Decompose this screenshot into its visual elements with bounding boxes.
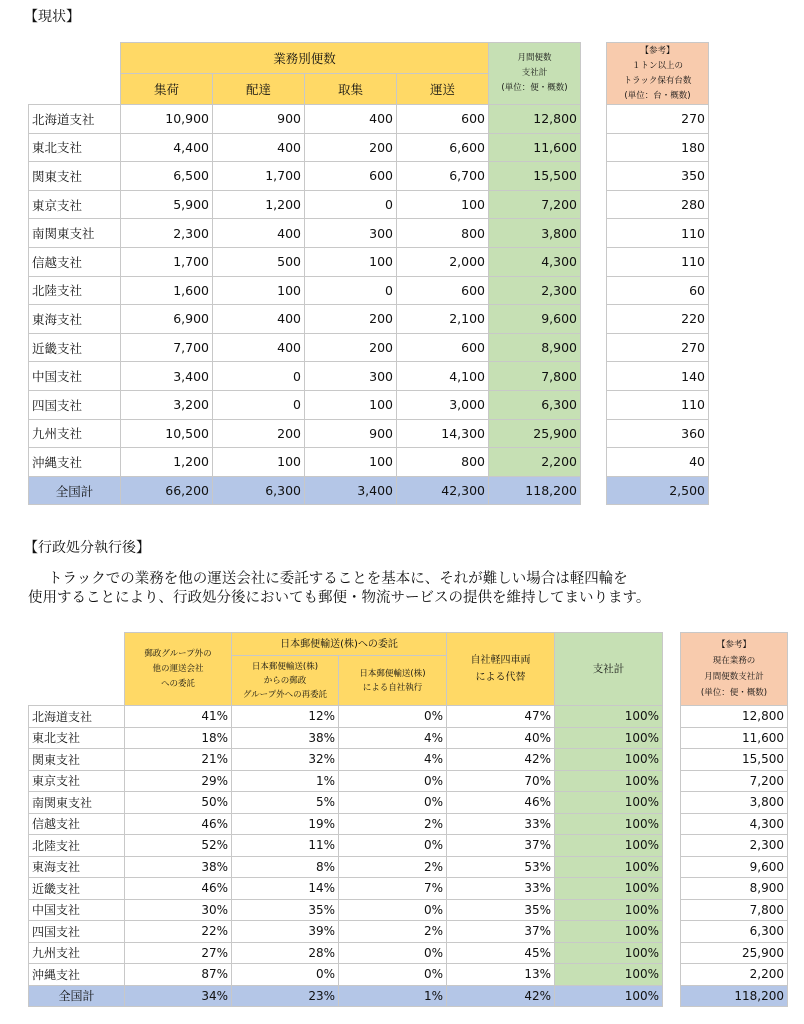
corner-blank bbox=[29, 43, 121, 105]
value-cell: 0 bbox=[213, 390, 305, 419]
branch-total-percent: 100% bbox=[555, 878, 663, 900]
percent-cell: 37% bbox=[447, 921, 555, 943]
description-line-2: 使用することにより、行政処分後においても郵便・物流サービスの提供を維持してまいります。 bbox=[28, 590, 651, 606]
col-header-branch-total: 支社計 bbox=[555, 633, 663, 706]
table-row bbox=[29, 727, 663, 749]
branch-name-cell: 東海支社 bbox=[29, 305, 121, 334]
branch-name-cell: 沖縄支社 bbox=[29, 448, 121, 477]
table-row bbox=[29, 813, 663, 835]
reference-truck-table bbox=[606, 42, 709, 505]
table-row bbox=[607, 390, 709, 419]
value-cell: 600 bbox=[305, 162, 397, 191]
value-cell: 5,900 bbox=[121, 190, 213, 219]
branch-name-cell: 四国支社 bbox=[29, 921, 125, 943]
table-row bbox=[29, 964, 663, 986]
value-cell: 10,900 bbox=[121, 105, 213, 134]
branch-total-percent: 100% bbox=[555, 706, 663, 728]
value-cell: 6,500 bbox=[121, 162, 213, 191]
percent-cell: 2% bbox=[339, 813, 447, 835]
table-row bbox=[29, 247, 581, 276]
monthly-total-cell: 2,200 bbox=[489, 448, 581, 477]
table-row bbox=[29, 792, 663, 814]
national-total-percent: 42% bbox=[447, 985, 555, 1007]
value-cell: 3,400 bbox=[121, 362, 213, 391]
monthly-total-cell: 6,300 bbox=[489, 390, 581, 419]
percent-cell: 50% bbox=[125, 792, 232, 814]
table-row bbox=[681, 706, 788, 728]
monthly-count-cell: 11,600 bbox=[681, 727, 788, 749]
table-row bbox=[29, 942, 663, 964]
description-line-1: トラックでの業務を他の運送会社に委託することを基本に、それが難しい場合は軽四輪を bbox=[48, 571, 628, 587]
value-cell: 800 bbox=[397, 219, 489, 248]
truck-total-cell: 2,500 bbox=[607, 476, 709, 505]
branch-name-cell: 東北支社 bbox=[29, 133, 121, 162]
branch-name-cell: 東北支社 bbox=[29, 727, 125, 749]
truck-count-cell: 180 bbox=[607, 133, 709, 162]
monthly-count-cell: 7,800 bbox=[681, 899, 788, 921]
value-cell: 900 bbox=[305, 419, 397, 448]
table-row bbox=[29, 276, 581, 305]
monthly-count-cell: 4,300 bbox=[681, 813, 788, 835]
branch-name-cell: 北陸支社 bbox=[29, 276, 121, 305]
table-row bbox=[29, 419, 581, 448]
branch-name-cell: 信越支社 bbox=[29, 247, 121, 276]
monthly-count-cell: 12,800 bbox=[681, 706, 788, 728]
table-row bbox=[29, 899, 663, 921]
value-cell: 6,600 bbox=[397, 133, 489, 162]
percent-cell: 38% bbox=[232, 727, 339, 749]
table-row bbox=[29, 190, 581, 219]
value-cell: 100 bbox=[305, 390, 397, 419]
table-row bbox=[29, 219, 581, 248]
table-row bbox=[29, 706, 663, 728]
truck-count-cell: 270 bbox=[607, 333, 709, 362]
percent-cell: 4% bbox=[339, 727, 447, 749]
value-cell: 4,400 bbox=[121, 133, 213, 162]
percent-cell: 0% bbox=[339, 942, 447, 964]
table-row bbox=[607, 448, 709, 477]
table-row bbox=[607, 247, 709, 276]
value-cell: 2,000 bbox=[397, 247, 489, 276]
national-total-value: 6,300 bbox=[213, 476, 305, 505]
value-cell: 100 bbox=[305, 247, 397, 276]
corner-blank-2 bbox=[29, 633, 125, 706]
value-cell: 600 bbox=[397, 276, 489, 305]
branch-total-percent: 100% bbox=[555, 856, 663, 878]
branch-name-cell: 南関東支社 bbox=[29, 219, 121, 248]
percent-cell: 18% bbox=[125, 727, 232, 749]
table-row bbox=[681, 878, 788, 900]
branch-total-percent: 100% bbox=[555, 770, 663, 792]
reference-truck-body bbox=[607, 105, 709, 505]
percent-cell: 13% bbox=[447, 964, 555, 986]
branch-name-cell: 近畿支社 bbox=[29, 333, 121, 362]
table-row bbox=[29, 856, 663, 878]
percent-cell: 11% bbox=[232, 835, 339, 857]
section-after-heading: 【行政処分執行後】 bbox=[24, 540, 150, 556]
table-row bbox=[607, 305, 709, 334]
monthly-count-cell: 2,300 bbox=[681, 835, 788, 857]
value-cell: 200 bbox=[213, 419, 305, 448]
monthly-count-cell: 8,900 bbox=[681, 878, 788, 900]
national-total-sum: 100% bbox=[555, 985, 663, 1007]
value-cell: 400 bbox=[213, 133, 305, 162]
percent-cell: 46% bbox=[447, 792, 555, 814]
reference-monthly-table bbox=[680, 632, 788, 1007]
reference-monthly-body bbox=[681, 706, 788, 1007]
percent-cell: 35% bbox=[447, 899, 555, 921]
value-cell: 14,300 bbox=[397, 419, 489, 448]
table-row bbox=[29, 749, 663, 771]
col-header-outside-carrier: 郵政グループ外の 他の運送会社 への委託 bbox=[125, 633, 232, 706]
value-cell: 2,300 bbox=[121, 219, 213, 248]
monthly-total-cell: 8,900 bbox=[489, 333, 581, 362]
value-cell: 1,700 bbox=[213, 162, 305, 191]
national-total-label: 全国計 bbox=[29, 985, 125, 1007]
table-row bbox=[607, 333, 709, 362]
value-cell: 600 bbox=[397, 105, 489, 134]
branch-name-cell: 信越支社 bbox=[29, 813, 125, 835]
truck-count-cell: 110 bbox=[607, 247, 709, 276]
table-row bbox=[29, 390, 581, 419]
percent-cell: 39% bbox=[232, 921, 339, 943]
branch-total-percent: 100% bbox=[555, 835, 663, 857]
percent-cell: 0% bbox=[339, 706, 447, 728]
value-cell: 6,700 bbox=[397, 162, 489, 191]
table-row bbox=[29, 921, 663, 943]
truck-count-cell: 350 bbox=[607, 162, 709, 191]
percent-cell: 30% bbox=[125, 899, 232, 921]
percent-cell: 53% bbox=[447, 856, 555, 878]
table-row bbox=[681, 942, 788, 964]
percent-cell: 0% bbox=[339, 899, 447, 921]
truck-total-row bbox=[607, 476, 709, 505]
after-table-body bbox=[29, 706, 663, 1007]
table-row bbox=[29, 362, 581, 391]
percent-cell: 27% bbox=[125, 942, 232, 964]
monthly-total-cell: 7,200 bbox=[489, 190, 581, 219]
value-cell: 400 bbox=[213, 219, 305, 248]
value-cell: 100 bbox=[305, 448, 397, 477]
national-total-value: 66,200 bbox=[121, 476, 213, 505]
value-cell: 200 bbox=[305, 333, 397, 362]
monthly-total-cell: 11,600 bbox=[489, 133, 581, 162]
national-total-value: 3,400 bbox=[305, 476, 397, 505]
value-cell: 100 bbox=[213, 448, 305, 477]
percent-cell: 2% bbox=[339, 921, 447, 943]
branch-name-cell: 中国支社 bbox=[29, 362, 121, 391]
percent-cell: 8% bbox=[232, 856, 339, 878]
value-cell: 4,100 bbox=[397, 362, 489, 391]
table-row bbox=[29, 133, 581, 162]
percent-cell: 21% bbox=[125, 749, 232, 771]
truck-count-cell: 220 bbox=[607, 305, 709, 334]
percent-cell: 0% bbox=[339, 792, 447, 814]
percent-cell: 0% bbox=[232, 964, 339, 986]
percent-cell: 0% bbox=[339, 835, 447, 857]
branch-name-cell: 東海支社 bbox=[29, 856, 125, 878]
value-cell: 1,200 bbox=[213, 190, 305, 219]
value-cell: 100 bbox=[397, 190, 489, 219]
table-row bbox=[607, 362, 709, 391]
monthly-total-cell: 2,300 bbox=[489, 276, 581, 305]
percent-cell: 19% bbox=[232, 813, 339, 835]
table-row bbox=[607, 105, 709, 134]
truck-count-cell: 360 bbox=[607, 419, 709, 448]
percent-cell: 14% bbox=[232, 878, 339, 900]
percent-cell: 28% bbox=[232, 942, 339, 964]
branch-name-cell: 東京支社 bbox=[29, 190, 121, 219]
branch-name-cell: 近畿支社 bbox=[29, 878, 125, 900]
national-total-row bbox=[29, 985, 663, 1007]
monthly-total-cell: 12,800 bbox=[489, 105, 581, 134]
branch-name-cell: 四国支社 bbox=[29, 390, 121, 419]
monthly-total-cell: 4,300 bbox=[489, 247, 581, 276]
table-row bbox=[681, 813, 788, 835]
national-total-percent: 23% bbox=[232, 985, 339, 1007]
value-cell: 300 bbox=[305, 362, 397, 391]
value-cell: 300 bbox=[305, 219, 397, 248]
table-row bbox=[681, 899, 788, 921]
value-cell: 100 bbox=[213, 276, 305, 305]
monthly-total-cell: 9,600 bbox=[489, 305, 581, 334]
percent-cell: 1% bbox=[232, 770, 339, 792]
col-header-own-kei-vehicle: 自社軽四車両 による代替 bbox=[447, 633, 555, 706]
branch-name-cell: 沖縄支社 bbox=[29, 964, 125, 986]
national-total-label: 全国計 bbox=[29, 476, 121, 505]
monthly-count-cell: 7,200 bbox=[681, 770, 788, 792]
percent-cell: 7% bbox=[339, 878, 447, 900]
percent-cell: 87% bbox=[125, 964, 232, 986]
section-current-heading: 【現状】 bbox=[24, 9, 80, 25]
table-row bbox=[681, 964, 788, 986]
value-cell: 2,100 bbox=[397, 305, 489, 334]
table-row bbox=[681, 921, 788, 943]
branch-total-percent: 100% bbox=[555, 964, 663, 986]
table-row bbox=[29, 305, 581, 334]
branch-name-cell: 関東支社 bbox=[29, 162, 121, 191]
national-monthly-total: 118,200 bbox=[489, 476, 581, 505]
branch-name-cell: 関東支社 bbox=[29, 749, 125, 771]
value-cell: 1,700 bbox=[121, 247, 213, 276]
branch-name-cell: 九州支社 bbox=[29, 942, 125, 964]
table-row bbox=[29, 105, 581, 134]
percent-cell: 42% bbox=[447, 749, 555, 771]
value-cell: 0 bbox=[213, 362, 305, 391]
col-header-delivery: 配達 bbox=[213, 74, 305, 105]
branch-total-percent: 100% bbox=[555, 749, 663, 771]
percent-cell: 41% bbox=[125, 706, 232, 728]
truck-count-cell: 280 bbox=[607, 190, 709, 219]
truck-count-cell: 270 bbox=[607, 105, 709, 134]
value-cell: 3,200 bbox=[121, 390, 213, 419]
value-cell: 200 bbox=[305, 133, 397, 162]
table-row bbox=[29, 770, 663, 792]
value-cell: 0 bbox=[305, 190, 397, 219]
table-row bbox=[681, 770, 788, 792]
col-header-self-execution: 日本郵便輸送(株) による自社執行 bbox=[339, 656, 447, 706]
col-header-collection: 取集 bbox=[305, 74, 397, 105]
branch-total-percent: 100% bbox=[555, 899, 663, 921]
percent-cell: 37% bbox=[447, 835, 555, 857]
percent-cell: 52% bbox=[125, 835, 232, 857]
value-cell: 1,600 bbox=[121, 276, 213, 305]
percent-cell: 47% bbox=[447, 706, 555, 728]
percent-cell: 46% bbox=[125, 813, 232, 835]
monthly-count-cell: 3,800 bbox=[681, 792, 788, 814]
col-header-pickup: 集荷 bbox=[121, 74, 213, 105]
monthly-total-cell: 25,900 bbox=[489, 419, 581, 448]
branch-name-cell: 北陸支社 bbox=[29, 835, 125, 857]
value-cell: 400 bbox=[305, 105, 397, 134]
business-group-header: 業務別便数 bbox=[121, 43, 489, 74]
percent-cell: 40% bbox=[447, 727, 555, 749]
national-total-row bbox=[29, 476, 581, 505]
table-row bbox=[607, 419, 709, 448]
truck-count-cell: 110 bbox=[607, 219, 709, 248]
monthly-total-row bbox=[681, 985, 788, 1007]
percent-cell: 22% bbox=[125, 921, 232, 943]
branch-name-cell: 南関東支社 bbox=[29, 792, 125, 814]
percent-cell: 32% bbox=[232, 749, 339, 771]
branch-total-percent: 100% bbox=[555, 792, 663, 814]
percent-cell: 4% bbox=[339, 749, 447, 771]
truck-count-cell: 140 bbox=[607, 362, 709, 391]
monthly-total-cell: 15,500 bbox=[489, 162, 581, 191]
table-row bbox=[29, 878, 663, 900]
value-cell: 800 bbox=[397, 448, 489, 477]
col-header-transport: 運送 bbox=[397, 74, 489, 105]
monthly-total-cell: 7,800 bbox=[489, 362, 581, 391]
branch-name-cell: 中国支社 bbox=[29, 899, 125, 921]
monthly-count-cell: 15,500 bbox=[681, 749, 788, 771]
value-cell: 900 bbox=[213, 105, 305, 134]
value-cell: 200 bbox=[305, 305, 397, 334]
monthly-count-cell: 25,900 bbox=[681, 942, 788, 964]
percent-cell: 2% bbox=[339, 856, 447, 878]
current-business-table bbox=[28, 42, 581, 505]
branch-name-cell: 九州支社 bbox=[29, 419, 121, 448]
table-row bbox=[607, 133, 709, 162]
national-total-percent: 34% bbox=[125, 985, 232, 1007]
value-cell: 6,900 bbox=[121, 305, 213, 334]
national-total-percent: 1% bbox=[339, 985, 447, 1007]
branch-name-cell: 北海道支社 bbox=[29, 105, 121, 134]
value-cell: 10,500 bbox=[121, 419, 213, 448]
percent-cell: 29% bbox=[125, 770, 232, 792]
value-cell: 3,000 bbox=[397, 390, 489, 419]
branch-total-percent: 100% bbox=[555, 942, 663, 964]
value-cell: 1,200 bbox=[121, 448, 213, 477]
reference-monthly-header: 【参考】 現在業務の 月間便数支社計 (単位：便・概数) bbox=[681, 633, 788, 706]
percent-cell: 5% bbox=[232, 792, 339, 814]
value-cell: 0 bbox=[305, 276, 397, 305]
truck-count-cell: 60 bbox=[607, 276, 709, 305]
table-row bbox=[607, 219, 709, 248]
monthly-total-cell: 3,800 bbox=[489, 219, 581, 248]
table-row bbox=[607, 276, 709, 305]
table-row bbox=[29, 448, 581, 477]
branch-name-cell: 北海道支社 bbox=[29, 706, 125, 728]
value-cell: 600 bbox=[397, 333, 489, 362]
monthly-count-cell: 6,300 bbox=[681, 921, 788, 943]
monthly-total-header: 月間便数 支社計 (単位：便・概数) bbox=[489, 43, 581, 105]
table-row bbox=[681, 727, 788, 749]
branch-total-percent: 100% bbox=[555, 921, 663, 943]
percent-cell: 38% bbox=[125, 856, 232, 878]
monthly-total-cell: 118,200 bbox=[681, 985, 788, 1007]
truck-count-cell: 110 bbox=[607, 390, 709, 419]
branch-total-percent: 100% bbox=[555, 813, 663, 835]
japan-post-transport-group-header: 日本郵便輸送(株)への委託 bbox=[232, 633, 447, 656]
after-disposition-table bbox=[28, 632, 663, 1007]
col-header-resubcontract: 日本郵便輸送(株) からの郵政 グループ外への再委託 bbox=[232, 656, 339, 706]
monthly-count-cell: 9,600 bbox=[681, 856, 788, 878]
percent-cell: 35% bbox=[232, 899, 339, 921]
value-cell: 400 bbox=[213, 333, 305, 362]
table-row bbox=[29, 333, 581, 362]
percent-cell: 70% bbox=[447, 770, 555, 792]
national-total-value: 42,300 bbox=[397, 476, 489, 505]
percent-cell: 33% bbox=[447, 878, 555, 900]
percent-cell: 46% bbox=[125, 878, 232, 900]
table-row bbox=[607, 190, 709, 219]
percent-cell: 0% bbox=[339, 770, 447, 792]
value-cell: 500 bbox=[213, 247, 305, 276]
percent-cell: 0% bbox=[339, 964, 447, 986]
table-row bbox=[681, 792, 788, 814]
table-row bbox=[681, 835, 788, 857]
current-table-body bbox=[29, 105, 581, 505]
reference-truck-header: 【参考】 １トン以上の トラック保有台数 (単位：台・概数) bbox=[607, 43, 709, 105]
value-cell: 7,700 bbox=[121, 333, 213, 362]
truck-count-cell: 40 bbox=[607, 448, 709, 477]
monthly-count-cell: 2,200 bbox=[681, 964, 788, 986]
table-row bbox=[29, 835, 663, 857]
table-row bbox=[681, 749, 788, 771]
branch-name-cell: 東京支社 bbox=[29, 770, 125, 792]
table-row bbox=[29, 162, 581, 191]
percent-cell: 12% bbox=[232, 706, 339, 728]
percent-cell: 45% bbox=[447, 942, 555, 964]
percent-cell: 33% bbox=[447, 813, 555, 835]
table-row bbox=[681, 856, 788, 878]
branch-total-percent: 100% bbox=[555, 727, 663, 749]
value-cell: 400 bbox=[213, 305, 305, 334]
table-row bbox=[607, 162, 709, 191]
